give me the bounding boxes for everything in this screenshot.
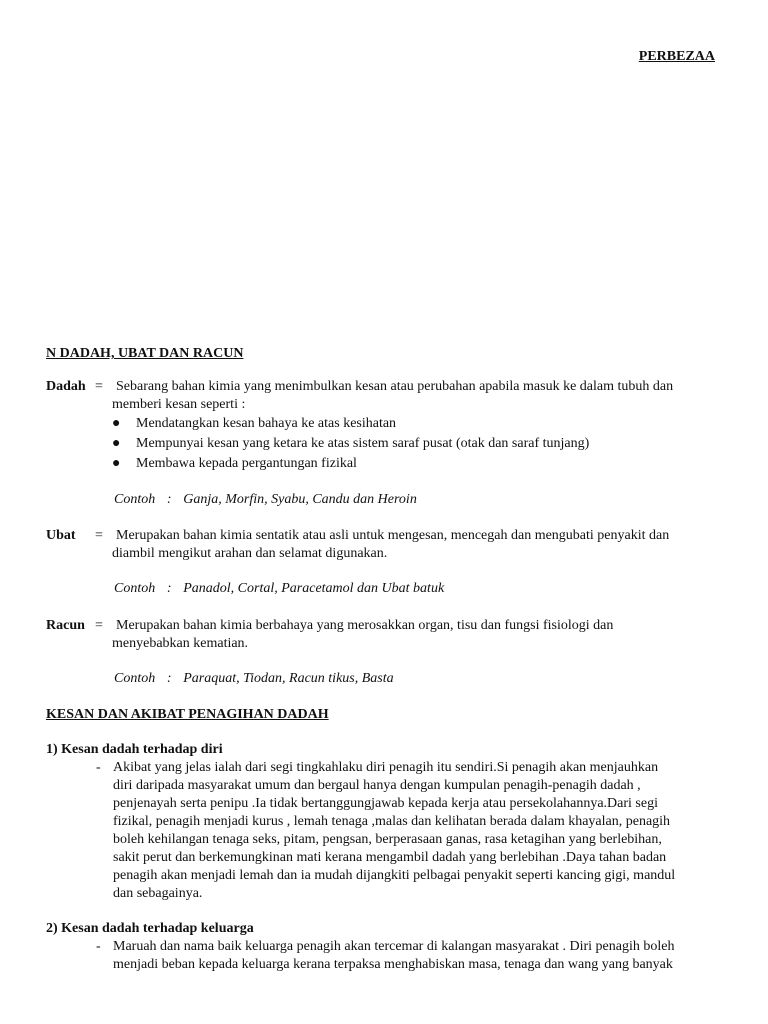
definition-line: diambil mengikut arahan dan selamat digunakan. [112, 546, 388, 561]
term-dadah: Dadah [46, 379, 86, 394]
subheading-self: 1) Kesan dadah terhadap diri [46, 742, 223, 757]
example-label: Contoh [114, 581, 156, 596]
equals-sign: = [95, 528, 103, 543]
list-item-text: Mempunyai kesan yang ketara ke atas sistem saraf pusat (otak dan saraf tunjang) [136, 436, 590, 451]
bullet-icon: ● [112, 456, 121, 471]
example-text: Panadol, Cortal, Paracetamol dan Ubat batuk [183, 581, 445, 596]
list-item [112, 415, 722, 435]
paragraph-line: diri daripada masyarakat umum dan bergaul hanya dengan kumpulan penagih-penagih dadah , [113, 778, 641, 793]
section-heading-effects: KESAN DAN AKIBAT PENAGIHAN DADAH [46, 707, 329, 722]
list-item [112, 435, 722, 455]
example-separator: : [166, 671, 172, 686]
example-label: Contoh [114, 671, 156, 686]
equals-sign: = [95, 379, 103, 394]
section-heading-definitions: N DADAH, UBAT DAN RACUN [46, 346, 244, 361]
paragraph-line: Maruah dan nama baik keluarga penagih akan tercemar di kalangan masyarakat . Diri penagih boleh [113, 939, 675, 954]
subheading-family: 2) Kesan dadah terhadap keluarga [46, 921, 254, 936]
term-ubat: Ubat [46, 528, 76, 543]
page-title-fragment: PERBEZAA [638, 49, 715, 64]
equals-sign: = [95, 618, 103, 633]
paragraph-line: menjadi beban kepada keluarga kerana terpaksa menghabiskan masa, tenaga dan wang yang banyak [113, 957, 673, 972]
dash-marker: - [96, 760, 101, 775]
example-separator: : [166, 492, 172, 507]
example-text: Ganja, Morfin, Syabu, Candu dan Heroin [183, 492, 417, 507]
paragraph-line: fizikal, penagih menjadi kurus , lemah tenaga ,malas dan kelihatan berada dalam khayalan, penagih [113, 814, 671, 829]
example-label: Contoh [114, 492, 156, 507]
paragraph-line: boleh kehilangan tenaga seks, pitam, pengsan, berperasaan ganas, rasa ketagihan yang berlebihan, [113, 832, 662, 847]
definition-text-racun [112, 617, 722, 653]
definition-text-ubat [112, 527, 722, 563]
list-item-text: Membawa kepada pergantungan fizikal [136, 456, 357, 471]
definition-text-dadah [112, 378, 722, 414]
example-dadah [114, 491, 417, 509]
definition-line: menyebabkan kematian. [112, 636, 249, 651]
paragraph-line: penagih akan menjadi lemah dan ia mudah dijangkiti pelbagai penyakit seperti kancing gigi, mandul [113, 868, 676, 883]
paragraph-self-effects [113, 759, 717, 903]
example-racun [114, 670, 394, 688]
list-item-text: Mendatangkan kesan bahaya ke atas kesihatan [136, 416, 397, 431]
example-ubat [114, 580, 444, 598]
paragraph-line: sakit perut dan berkemungkinan mati kerana mengambil dadah yang berlebihan .Daya tahan badan [113, 850, 667, 865]
dash-marker: - [96, 939, 101, 954]
definition-line: memberi kesan seperti : [112, 397, 246, 412]
paragraph-line: dan sebagainya. [113, 886, 203, 901]
definition-line: Merupakan bahan kimia berbahaya yang merosakkan organ, tisu dan fungsi fisiologi dan [116, 618, 614, 633]
paragraph-family-effects [113, 938, 717, 974]
example-text: Paraquat, Tiodan, Racun tikus, Basta [183, 671, 394, 686]
term-racun: Racun [46, 618, 85, 633]
definition-line: Sebarang bahan kimia yang menimbulkan kesan atau perubahan apabila masuk ke dalam tubuh dan [116, 379, 674, 394]
list-item [112, 455, 722, 475]
bullet-icon: ● [112, 416, 121, 431]
effects-list [112, 415, 722, 475]
example-separator: : [166, 581, 172, 596]
definition-line: Merupakan bahan kimia sentatik atau asli untuk mengesan, mencegah dan mengubati penyakit dan [116, 528, 670, 543]
paragraph-line: penjenayah serta penipu .Ia tidak bertanggungjawab kepada kerja atau persekolahannya.Dari segi [113, 796, 658, 811]
bullet-icon: ● [112, 436, 121, 451]
paragraph-line: Akibat yang jelas ialah dari segi tingkahlaku diri penagih itu sendiri.Si penagih akan menjauhkan [113, 760, 659, 775]
